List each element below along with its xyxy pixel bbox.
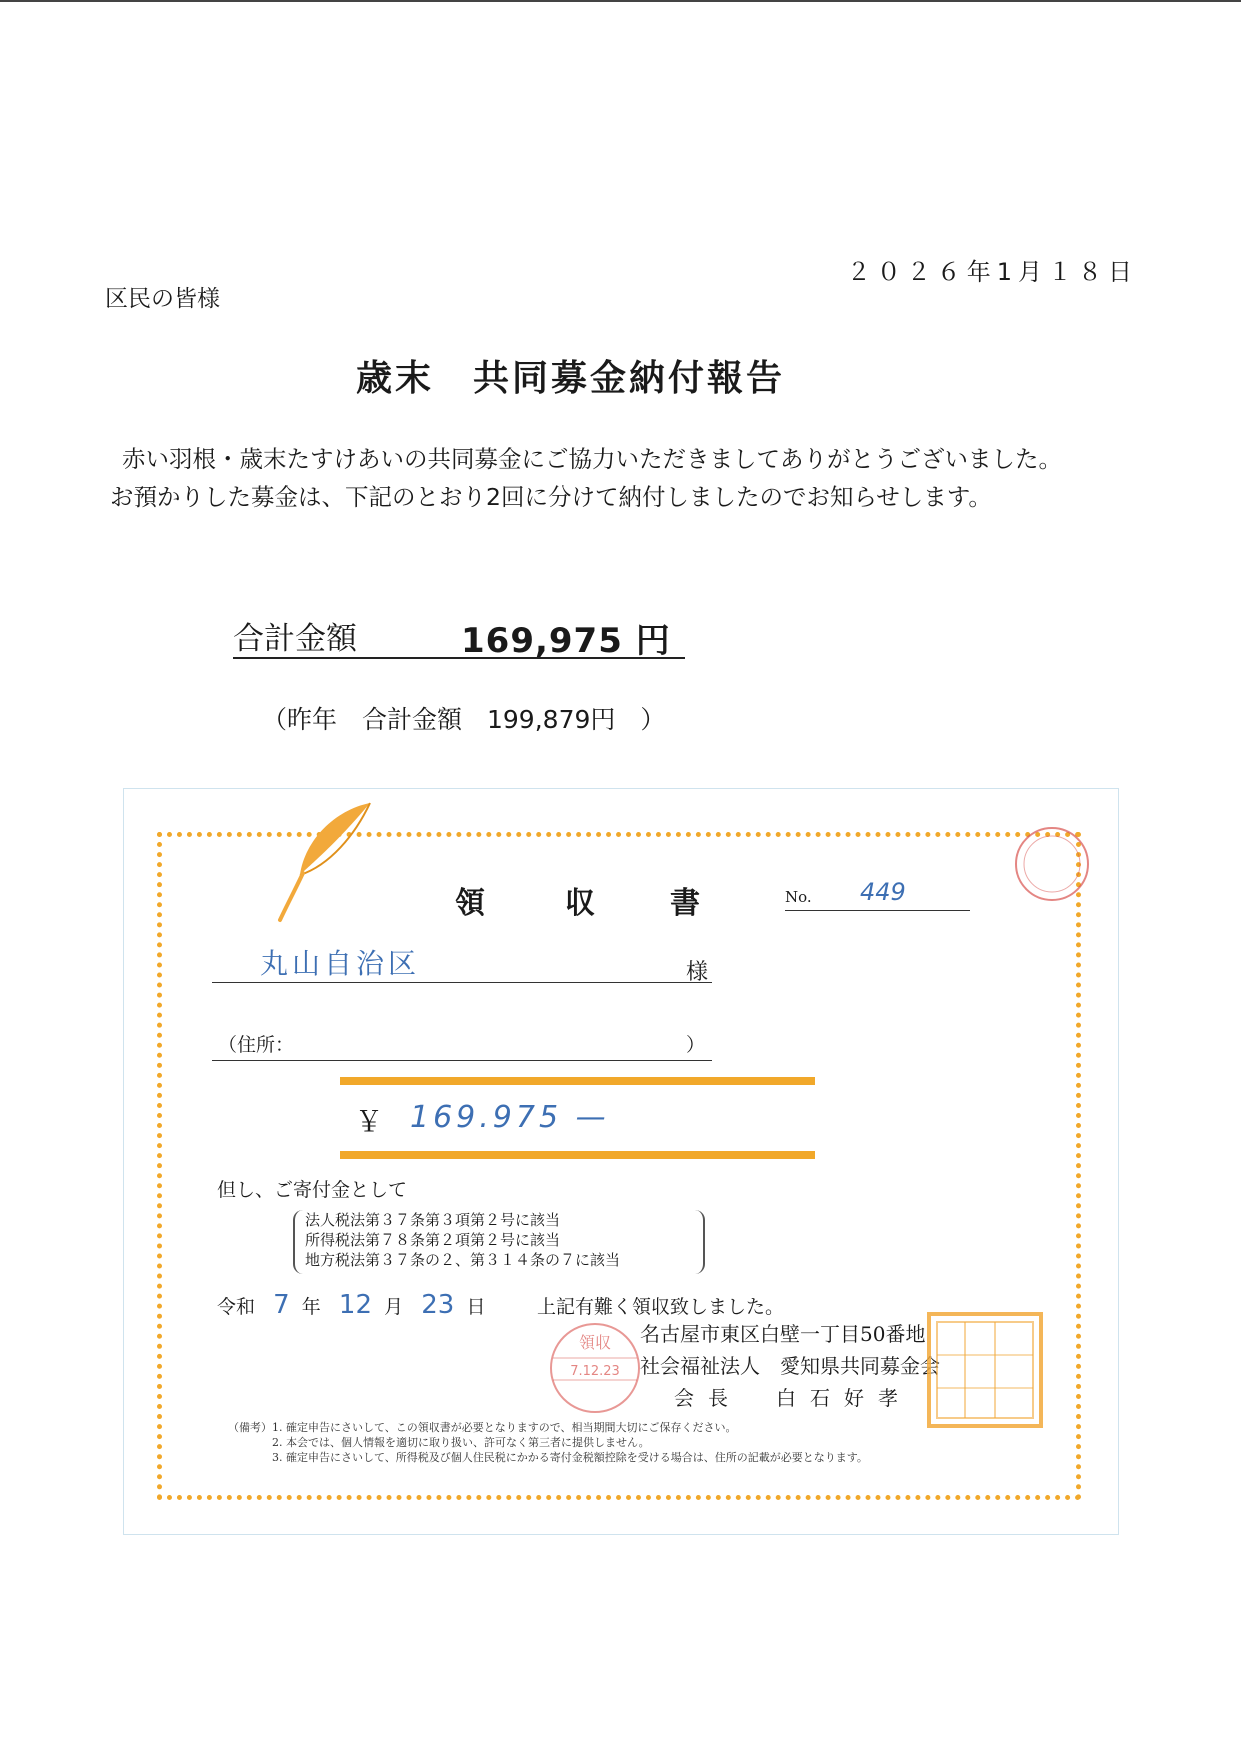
page-top-border	[0, 0, 1241, 2]
note-2: 2. 本会では、個人情報を適切に取り扱い、許可なく第三者に提供しません。	[272, 1436, 650, 1449]
greeting: 区民の皆様	[105, 286, 220, 312]
date-year-unit: 年	[301, 1296, 321, 1318]
stamp-date-text: 7.12.23	[570, 1364, 620, 1379]
previous-year-total: （昨年 合計金額 199,879円 ）	[262, 705, 666, 734]
stamp-top-text: 領収	[578, 1333, 612, 1352]
receipt-number-value: 449	[860, 878, 906, 906]
body-paragraph	[110, 440, 1062, 516]
receipt-title-char-1: 領	[455, 886, 485, 921]
total-label: 合計金額	[233, 621, 357, 657]
amount-bar-bottom	[340, 1151, 815, 1159]
issuer-address: 名古屋市東区白壁一丁目50番地	[640, 1322, 926, 1346]
date-month: 12	[338, 1290, 373, 1320]
amount-bar-top	[340, 1077, 815, 1085]
yen-symbol: ￥	[355, 1105, 384, 1138]
receipt-title-char-2: 収	[565, 886, 595, 921]
report-date: ２０２６年1月１８日	[846, 258, 1138, 286]
receipt-notes	[228, 1420, 868, 1465]
recipient-suffix: 様	[686, 960, 709, 985]
received-text: 上記有難く領収致しました。	[537, 1296, 785, 1318]
receipt-title-char-3: 書	[670, 886, 700, 921]
official-seal-icon	[925, 1310, 1045, 1430]
red-feather-icon	[275, 795, 385, 925]
address-field	[212, 1030, 712, 1061]
red-seal-stamp-icon	[1012, 824, 1092, 904]
tax-line-2: 所得税法第７８条第２項第２号に該当	[305, 1231, 561, 1249]
body-line-2: お預かりした募金は、下記のとおり2回に分けて納付しましたのでお知らせします。	[110, 483, 992, 511]
issuer-block	[640, 1318, 940, 1414]
tax-line-1: 法人税法第３７条第３項第２号に該当	[305, 1211, 561, 1229]
total-value: 169,975 円	[461, 621, 671, 661]
date-month-unit: 月	[384, 1296, 404, 1318]
page-title: 歳末 共同募金納付報告	[355, 358, 785, 399]
body-line-1: 赤い羽根・歳末たすけあいの共同募金にご協力いただきましてありがとうございました。	[122, 445, 1062, 473]
recipient-name: 丸山自治区	[260, 947, 421, 980]
issuer-name: 社会福祉法人 愛知県共同募金会	[640, 1354, 940, 1378]
note-1: （備考）1. 確定申告にさいして、この領収書が必要となりますので、相当期間大切にご保存ください。	[228, 1421, 737, 1434]
era: 令和	[217, 1296, 256, 1318]
tax-line-3: 地方税法第３７条の２、第３１４条の７に該当	[305, 1251, 621, 1269]
address-close: ）	[686, 1034, 706, 1056]
address-label: （住所：	[218, 1034, 295, 1056]
received-date-stamp-icon	[545, 1318, 645, 1418]
total-amount-row	[233, 613, 685, 659]
date-day: 23	[421, 1290, 455, 1320]
receipt-amount: 169.975 —	[410, 1100, 610, 1135]
receipt-date	[217, 1290, 485, 1320]
date-day-unit: 日	[466, 1296, 486, 1318]
receipt-number-label: No.	[785, 888, 812, 906]
receipt-number-field	[785, 880, 970, 911]
purpose-text: 但し、ご寄付金として	[217, 1179, 408, 1201]
recipient-field	[212, 942, 712, 983]
date-year: 7	[273, 1290, 290, 1320]
issuer-representative: 会長 白石好孝	[674, 1386, 912, 1410]
tax-law-box	[293, 1210, 705, 1274]
note-3: 3. 確定申告にさいして、所得税及び個人住民税にかかる寄付金税額控除を受ける場合は、住所の記載が必要となります。	[272, 1451, 868, 1464]
